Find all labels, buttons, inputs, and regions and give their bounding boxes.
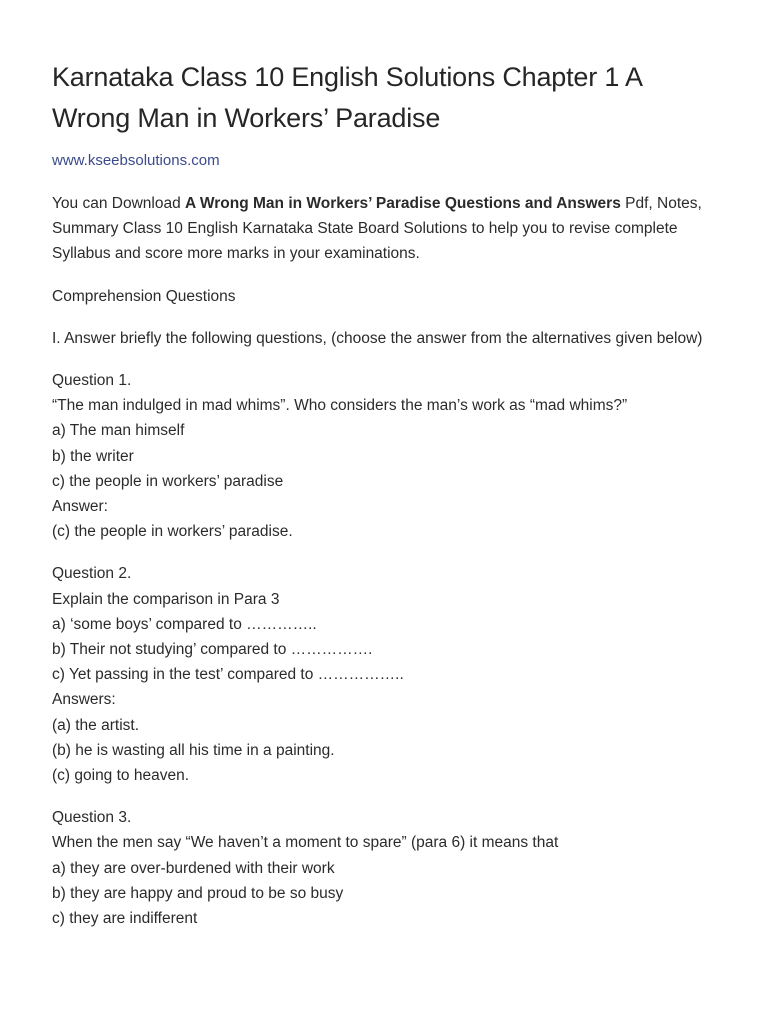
question-block-1 [52,368,708,544]
intro-paragraph [52,191,708,267]
answer-label: Answer: [52,498,108,516]
option-b: b) Their not studying’ compared to ……………. [52,641,373,659]
option-c: c) the people in workers’ paradise [52,472,284,490]
option-c: c) Yet passing in the test’ compared to …………….. [52,666,404,684]
option-a: a) they are over-burdened with their work [52,859,335,877]
option-c: c) they are indifferent [52,910,198,928]
answer-label: Answers: [52,691,116,709]
question-label: Question 2. [52,565,132,583]
answer-text: (b) he is wasting all his time in a painting. [52,741,335,759]
section-heading: Comprehension Questions [52,287,236,305]
question-block-3 [52,805,708,931]
site-link[interactable]: www.kseebsolutions.com [52,152,220,169]
intro-prefix: You can Download [52,195,185,212]
intro-suffix: Pdf, Notes, Summary Class 10 English Karnataka State Board Solutions to help you to revise complete Syllabus and score more marks in your examinations. [52,195,702,263]
question-label: Question 3. [52,809,132,827]
page-title: Karnataka Class 10 English Solutions Chapter 1 A Wrong Man in Workers’ Paradise [52,62,642,133]
question-block-2 [52,561,708,788]
option-b: b) they are happy and proud to be so busy [52,884,344,902]
question-text: When the men say “We haven’t a moment to spare” (para 6) it means that [52,834,559,852]
question-text: Explain the comparison in Para 3 [52,590,280,608]
answer-text: (a) the artist. [52,716,139,734]
option-a: a) ‘some boys’ compared to ………….. [52,615,317,633]
question-label: Question 1. [52,372,132,390]
answer-text: (c) going to heaven. [52,767,190,785]
question-text: “The man indulged in mad whims”. Who considers the man’s work as “mad whims?” [52,397,628,415]
instruction-text: I. Answer briefly the following questions, (choose the answer from the alternatives given below) [52,329,703,347]
intro-bold-title: A Wrong Man in Workers’ Paradise Questions and Answers [185,195,621,212]
option-a: a) The man himself [52,422,185,440]
option-b: b) the writer [52,447,134,465]
answer-text: (c) the people in workers’ paradise. [52,523,293,541]
